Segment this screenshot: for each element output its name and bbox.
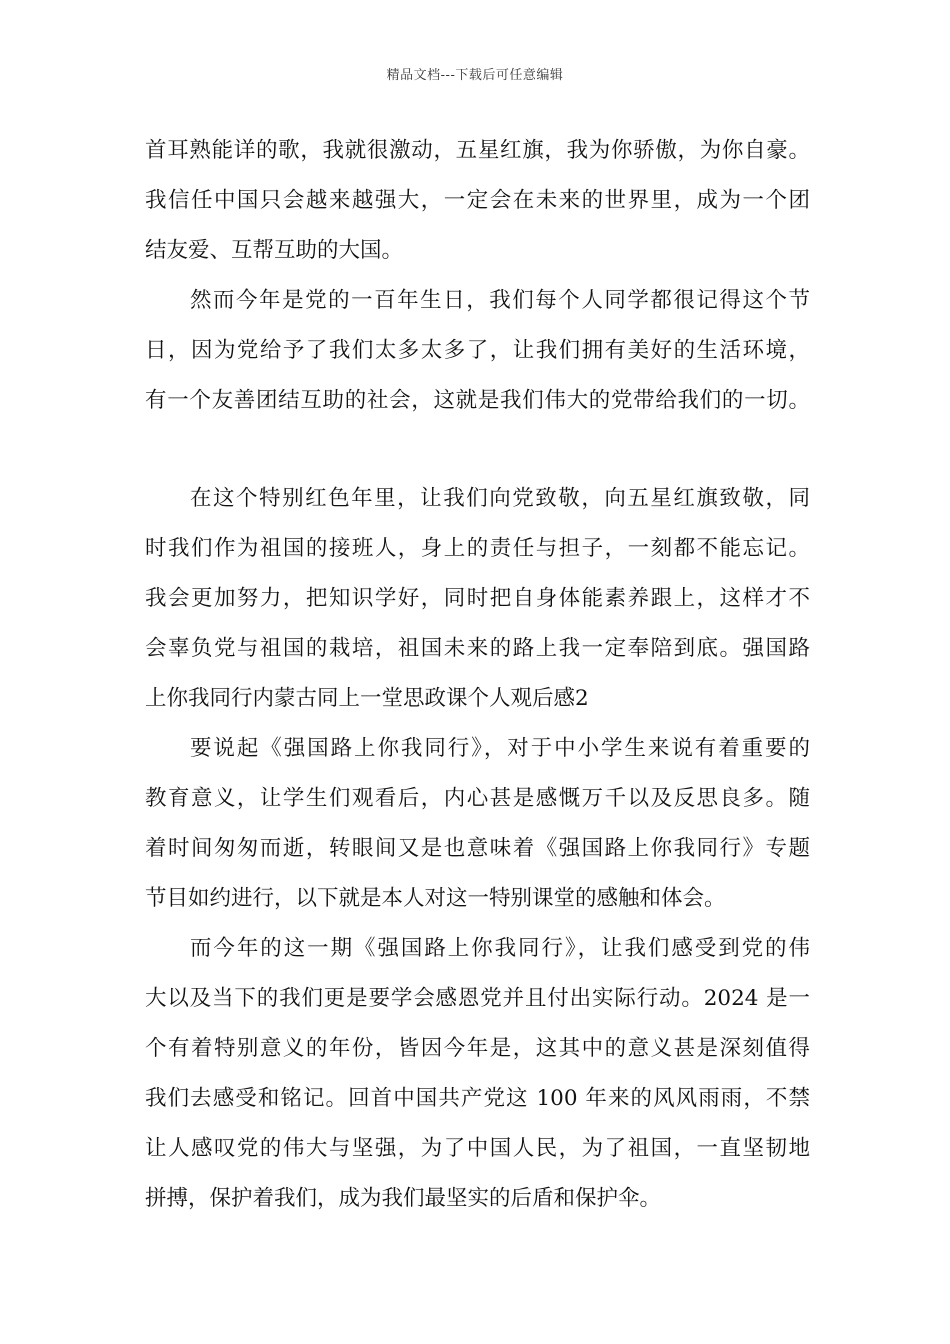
text-line: 首耳熟能详的歌，我就很激动，五星红旗，我为你骄傲，为你自豪。: [145, 138, 810, 163]
paragraph-gap: [145, 426, 810, 474]
text-line: 结友爱、互帮互助的大国。: [145, 238, 404, 263]
text-line: 个有着特别意义的年份，皆因今年是，这其中的意义甚是深刻值得: [145, 1036, 810, 1061]
text-line: 要说起《强国路上你我同行》，对于中小学生来说有着重要的: [190, 736, 810, 761]
text-line: 然而今年是党的一百年生日，我们每个人同学都很记得这个节: [190, 288, 810, 313]
text-line: 会辜负党与祖国的栽培，祖国未来的路上我一定奉陪到底。强国路: [145, 636, 810, 661]
text-line: 拼搏，保护着我们，成为我们最坚实的后盾和保护伞。: [145, 1186, 662, 1211]
text-line: 上你我同行内蒙古同上一堂思政课个人观后感2: [145, 686, 589, 711]
text-line: 在这个特别红色年里，让我们向党致敬，向五星红旗致敬，同: [190, 486, 810, 511]
text-line: 着时间匆匆而逝，转眼间又是也意味着《强国路上你我同行》专题: [145, 836, 810, 861]
text-line: 教育意义，让学生们观看后，内心甚是感慨万千以及反思良多。随: [145, 786, 810, 811]
text-line: 大以及当下的我们更是要学会感恩党并且付出实际行动。2024 是一: [145, 986, 810, 1011]
text-line: 让人感叹党的伟大与坚强，为了中国人民，为了祖国，一直坚韧地: [145, 1136, 810, 1161]
text-line: 而今年的这一期《强国路上你我同行》，让我们感受到党的伟: [190, 936, 810, 961]
text-line: 我们去感受和铭记。回首中国共产党这 100 年来的风风雨雨，不禁: [145, 1086, 810, 1111]
page-header: 精品文档---下载后可任意编辑: [386, 68, 564, 83]
text-line: 节目如约进行，以下就是本人对这一特别课堂的感触和体会。: [145, 886, 726, 911]
text-line: 有一个友善团结互助的社会，这就是我们伟大的党带给我们的一切。: [145, 388, 810, 413]
text-line: 我会更加努力，把知识学好，同时把自身体能素养跟上，这样才不: [145, 586, 810, 611]
text-line: 日，因为党给予了我们太多太多了，让我们拥有美好的生活环境，: [145, 338, 810, 363]
document-body: [145, 126, 810, 1224]
text-line: 我信任中国只会越来越强大，一定会在未来的世界里，成为一个团: [145, 188, 810, 213]
text-line: 时我们作为祖国的接班人，身上的责任与担子，一刻都不能忘记。: [145, 536, 810, 561]
